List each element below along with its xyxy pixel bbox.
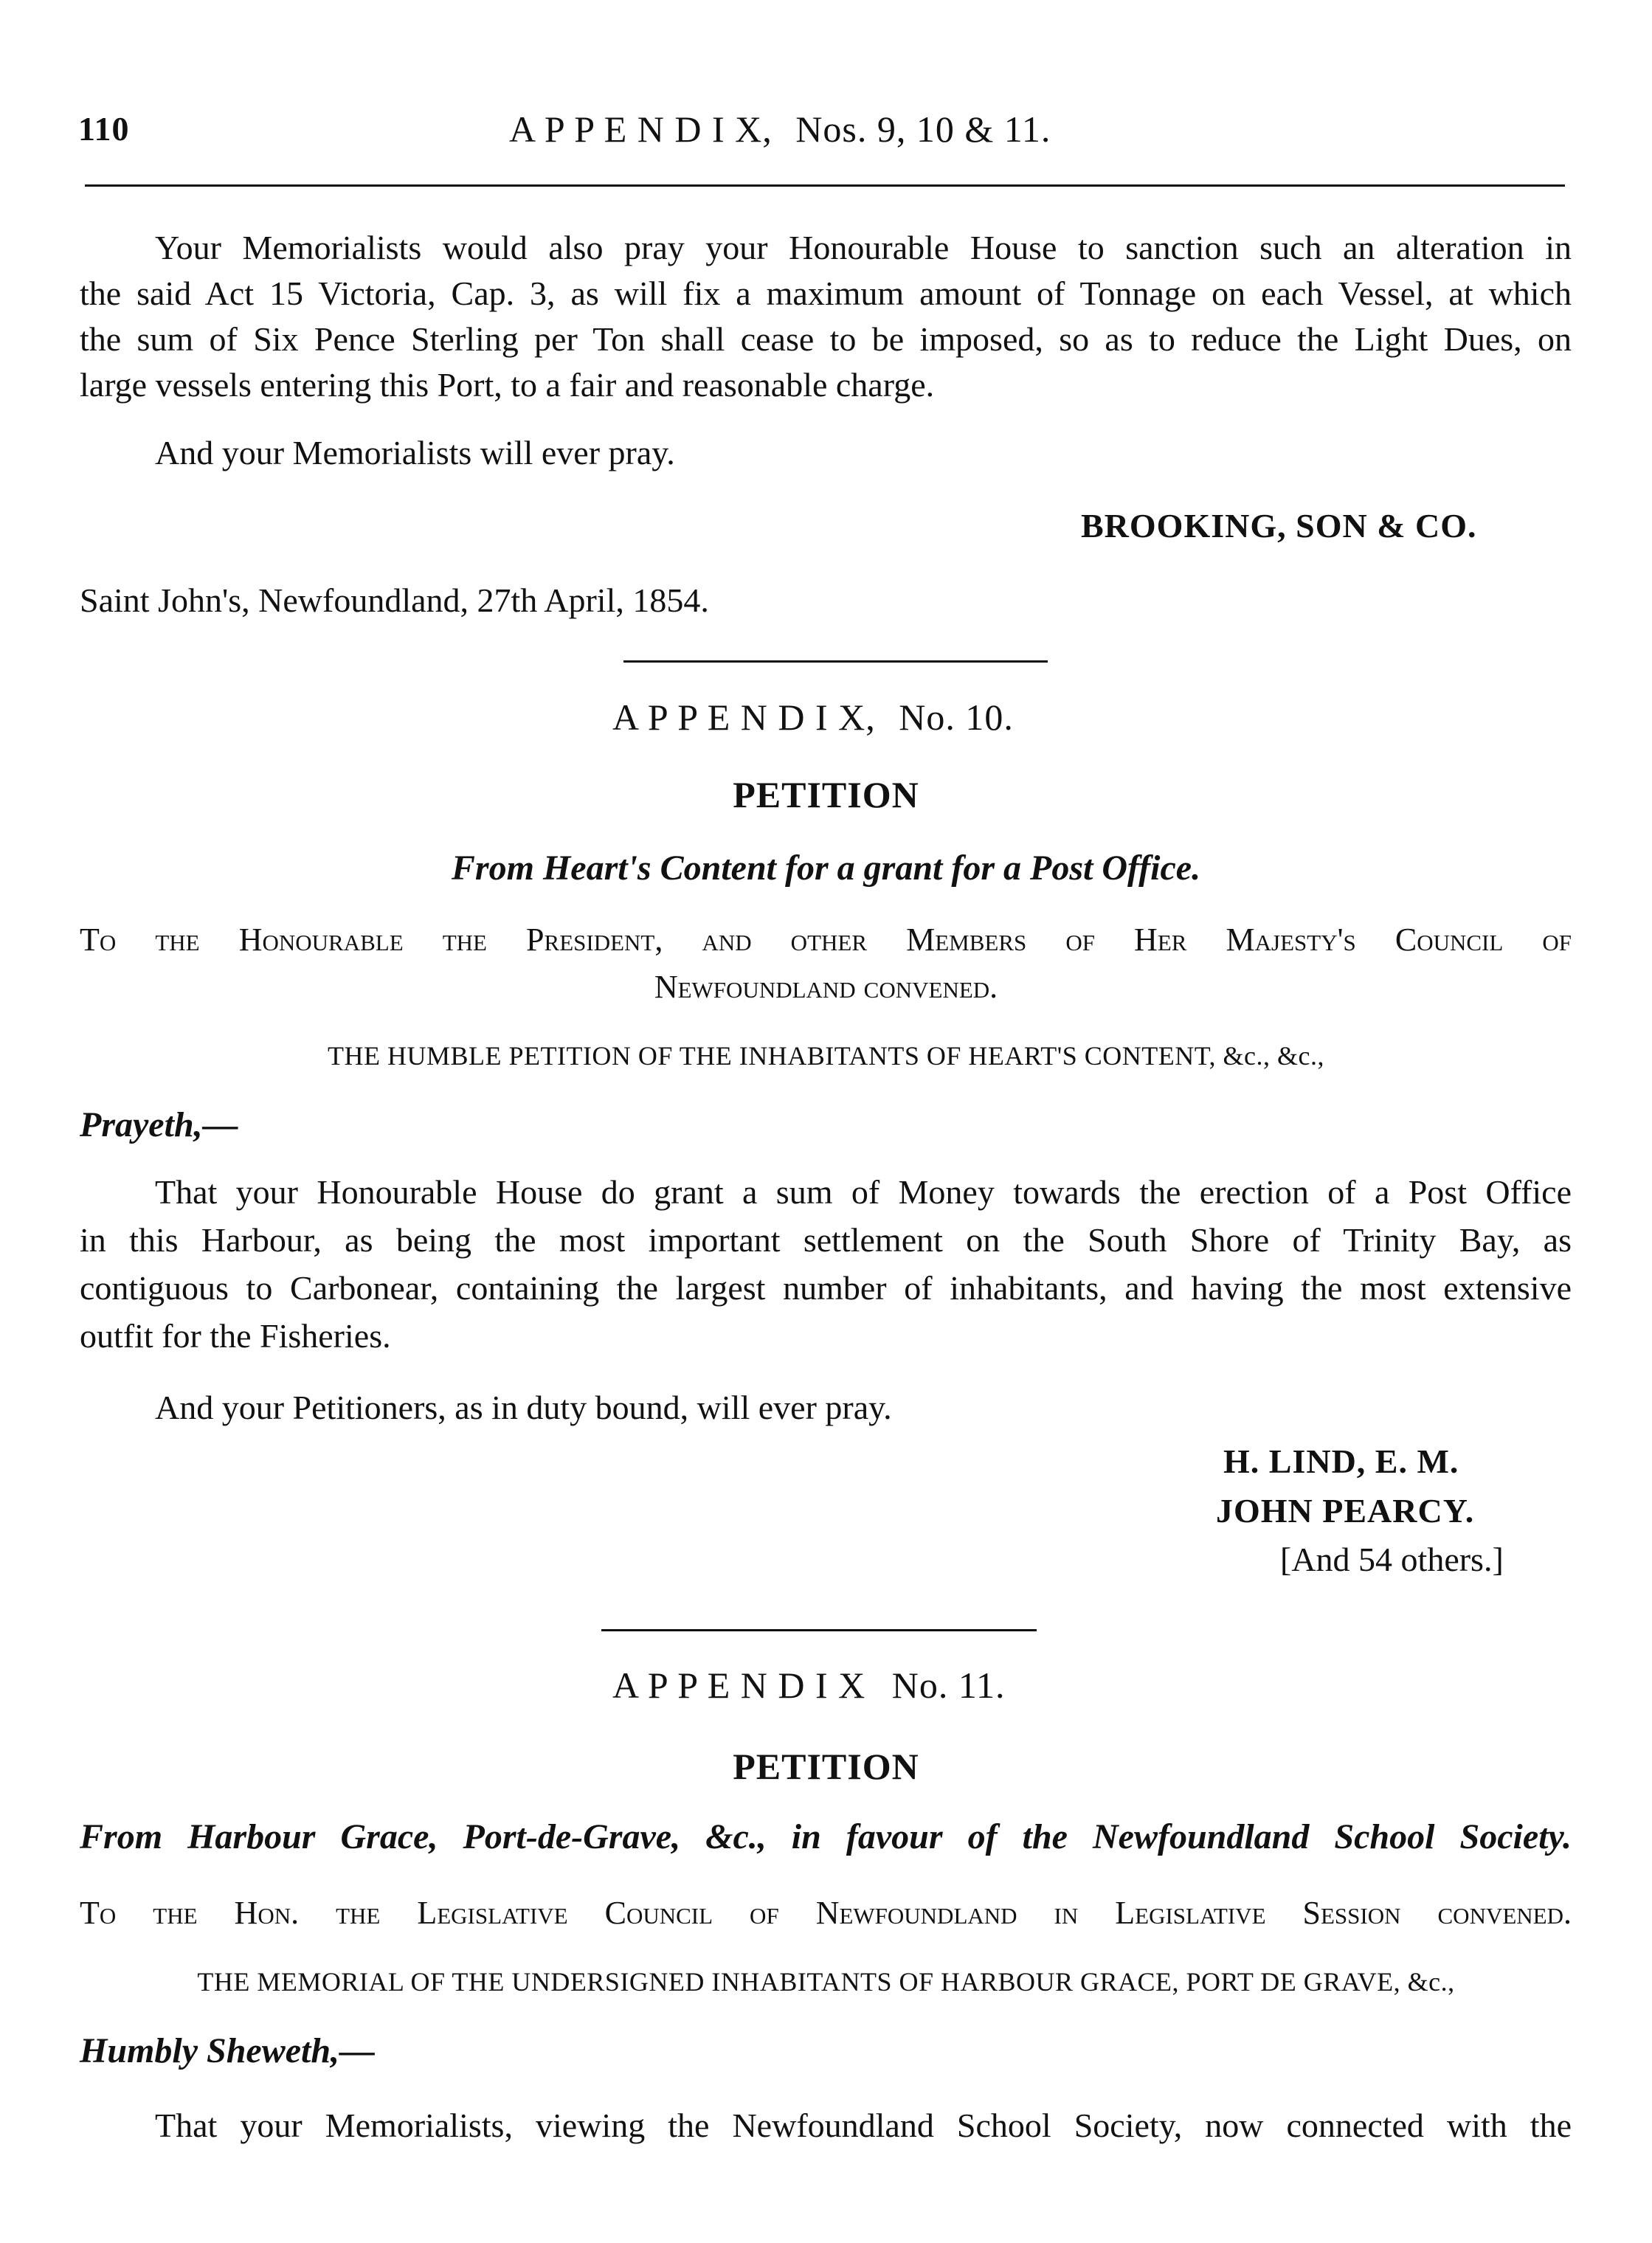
appendix11-sheweth: Humbly Sheweth,—	[80, 2031, 376, 2070]
appendix10-humble-petition: THE HUMBLE PETITION OF THE INHABITANTS OF HEART'S CONTENT, &c., &c.,	[327, 1041, 1324, 1071]
appendix11-address: To the Hon. the Legislative Council of Newfoundland in Legislative Session convened.	[80, 1895, 1572, 1931]
appendix10-address-line-1: To the Honourable the President, and other Members of Her Majesty's Council of	[80, 922, 1572, 958]
appendix10-closing: And your Petitioners, as in duty bound, will ever pray.	[155, 1389, 892, 1426]
appendix10-heading-no: No. 10.	[899, 697, 1014, 738]
appendix10-prayeth: Prayeth,—	[80, 1105, 238, 1144]
appendix10-para-line-4: outfit for the Fisheries.	[80, 1317, 391, 1355]
memorial-para-line-1: Your Memorialists would also pray your Honourable House to sanction such an alteration in	[155, 229, 1572, 266]
appendix11-title: PETITION	[733, 1746, 919, 1787]
header-rule	[85, 184, 1565, 187]
running-title-nos: Nos. 9, 10 & 11.	[795, 108, 1051, 150]
appendix10-heading-main: A P P E N D I X,	[612, 697, 876, 738]
appendix10-para-line-1: That your Honourable House do grant a sum of Money towards the erection of a Post Office	[155, 1173, 1572, 1211]
running-title	[509, 108, 1051, 151]
appendix10-para-line-3: contiguous to Carbonear, containing the largest number of inhabitants, and having the most extensive	[80, 1269, 1572, 1307]
memorial-para-line-2: the said Act 15 Victoria, Cap. 3, as will fix a maximum amount of Tonnage on each Vessel, at which	[80, 274, 1572, 312]
appendix11-heading-main: A P P E N D I X	[612, 1665, 866, 1706]
appendix10-signature-1: H. LIND, E. M.	[1223, 1442, 1459, 1480]
appendix11-subtitle: From Harbour Grace, Port-de-Grave, &c., in favour of the Newfoundland School Society.	[80, 1817, 1572, 1856]
section-divider-2	[601, 1629, 1037, 1631]
appendix10-signature-2: JOHN PEARCY.	[1216, 1492, 1475, 1530]
memorial-closing: And your Memorialists will ever pray.	[155, 434, 675, 471]
appendix11-heading	[612, 1664, 1006, 1707]
memorial-para-line-3: the sum of Six Pence Sterling per Ton shall cease to be imposed, so as to reduce the Light Dues, on	[80, 320, 1572, 358]
running-title-main: A P P E N D I X,	[509, 108, 773, 150]
appendix10-title: PETITION	[733, 774, 919, 815]
appendix10-heading	[612, 696, 1014, 739]
appendix11-heading-no: No. 11.	[891, 1665, 1006, 1706]
appendix10-address-line-2: Newfoundland convened.	[654, 969, 998, 1005]
appendix11-memorial-line: THE MEMORIAL OF THE UNDERSIGNED INHABITANTS OF HARBOUR GRACE, PORT DE GRAVE, &c.,	[197, 1967, 1455, 1997]
appendix11-para-line-1: That your Memorialists, viewing the Newfoundland School Society, now connected with the	[155, 2107, 1572, 2144]
section-divider-1	[623, 660, 1048, 663]
memorial-dateline: Saint John's, Newfoundland, 27th April, 1854.	[80, 581, 709, 619]
appendix10-para-line-2: in this Harbour, as being the most important settlement on the South Shore of Trinity Bay, as	[80, 1221, 1572, 1259]
appendix10-subtitle: From Heart's Content for a grant for a Post Office.	[451, 849, 1201, 888]
memorial-para-line-4: large vessels entering this Port, to a fair and reasonable charge.	[80, 366, 935, 404]
memorial-signature: BROOKING, SON & CO.	[1081, 507, 1477, 545]
appendix10-others: [And 54 others.]	[1280, 1541, 1504, 1578]
page-number: 110	[78, 110, 130, 148]
